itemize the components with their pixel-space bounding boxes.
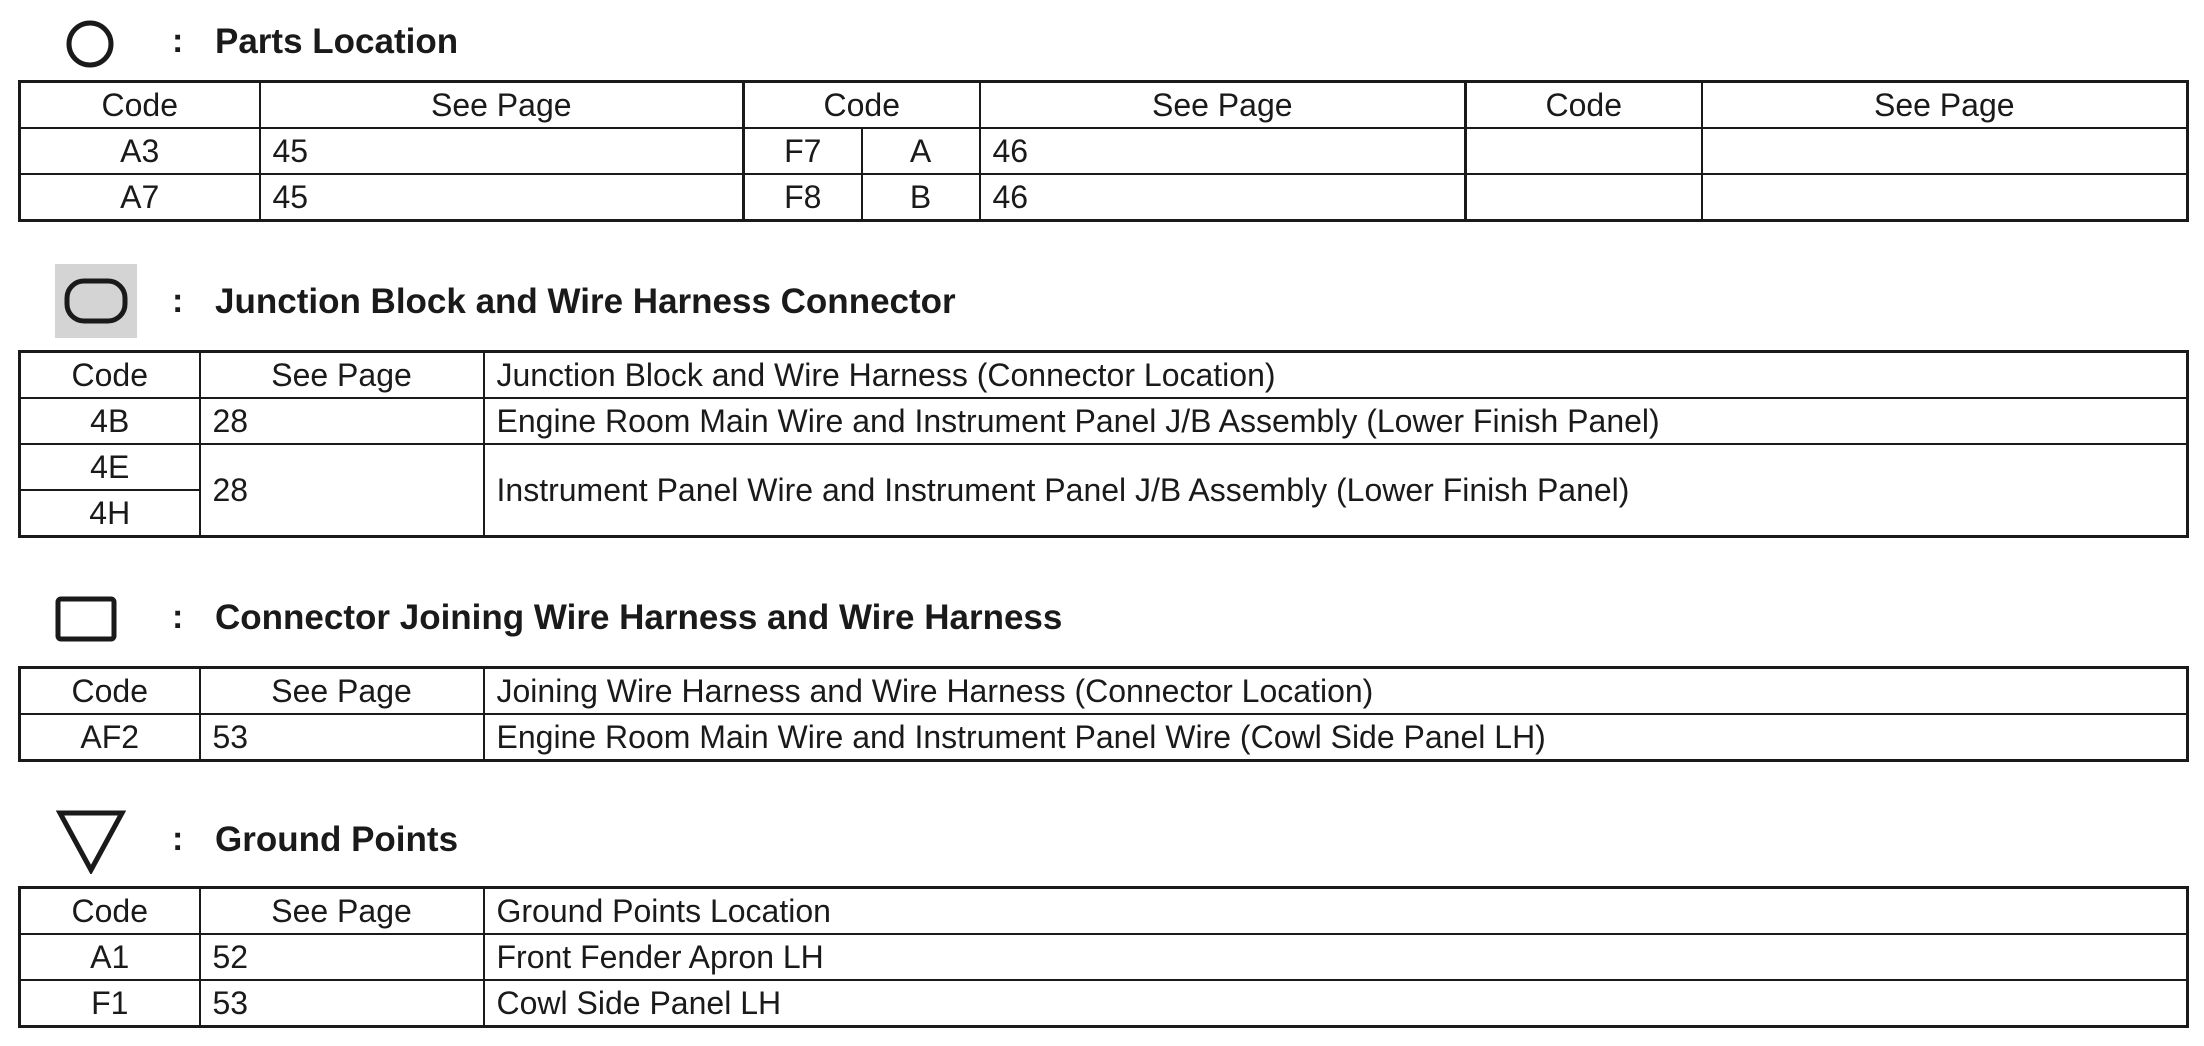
section-title: Junction Block and Wire Harness Connector — [215, 282, 956, 321]
sub-code-cell: A — [862, 128, 980, 174]
code-cell: A3 — [20, 128, 260, 174]
table-row — [20, 398, 2188, 444]
table-header-row — [20, 888, 2188, 935]
code-cell: 4H — [20, 490, 200, 537]
code-cell: AF2 — [20, 714, 200, 761]
header-location: Joining Wire Harness and Wire Harness (Connector Location) — [484, 668, 2188, 715]
heading-colon: : — [172, 598, 184, 636]
parts-location-table — [18, 80, 2189, 222]
code-cell: A1 — [20, 934, 200, 980]
section-title: Connector Joining Wire Harness and Wire Harness — [215, 598, 1063, 637]
header-see-page: See Page — [200, 888, 484, 935]
code-cell: F1 — [20, 980, 200, 1027]
code-cell: A7 — [20, 174, 260, 221]
location-cell: Instrument Panel Wire and Instrument Panel J/B Assembly (Lower Finish Panel) — [484, 444, 2188, 537]
parts-location-heading — [0, 14, 1400, 74]
table-row — [20, 444, 2188, 490]
location-cell: Front Fender Apron LH — [484, 934, 2188, 980]
header-code: Code — [744, 82, 980, 129]
page-cell: 28 — [200, 444, 484, 537]
page-cell: 45 — [260, 174, 744, 221]
page-cell: 46 — [980, 174, 1466, 221]
page-cell: 52 — [200, 934, 484, 980]
junction-block-table — [18, 350, 2189, 538]
triangle-down-icon — [55, 808, 127, 874]
header-code: Code — [20, 82, 260, 129]
table-row — [20, 714, 2188, 761]
table-row — [20, 128, 2188, 174]
table-header-row — [20, 352, 2188, 399]
code-cell: F7 — [744, 128, 862, 174]
header-see-page: See Page — [260, 82, 744, 129]
code-cell — [1466, 174, 1702, 221]
location-cell: Cowl Side Panel LH — [484, 980, 2188, 1027]
code-cell — [1466, 128, 1702, 174]
header-see-page: See Page — [200, 352, 484, 399]
header-see-page: See Page — [980, 82, 1466, 129]
header-code: Code — [20, 888, 200, 935]
table-header-row — [20, 82, 2188, 129]
header-location: Ground Points Location — [484, 888, 2188, 935]
page-cell: 45 — [260, 128, 744, 174]
circle-icon — [64, 18, 116, 70]
page-cell — [1702, 128, 2188, 174]
header-code: Code — [1466, 82, 1702, 129]
sub-code-cell: B — [862, 174, 980, 221]
junction-block-heading — [0, 264, 1400, 324]
connector-joining-table — [18, 666, 2189, 762]
section-title: Ground Points — [215, 820, 459, 859]
page-cell — [1702, 174, 2188, 221]
rectangle-icon — [55, 596, 117, 642]
heading-colon: : — [172, 282, 184, 320]
page-cell: 46 — [980, 128, 1466, 174]
header-see-page: See Page — [200, 668, 484, 715]
rounded-rectangle-icon — [55, 264, 137, 338]
header-code: Code — [20, 668, 200, 715]
table-row — [20, 980, 2188, 1027]
table-row — [20, 174, 2188, 221]
page-cell: 53 — [200, 980, 484, 1027]
code-cell: F8 — [744, 174, 862, 221]
location-cell: Engine Room Main Wire and Instrument Panel J/B Assembly (Lower Finish Panel) — [484, 398, 2188, 444]
ground-points-table — [18, 886, 2189, 1028]
header-code: Code — [20, 352, 200, 399]
page-cell: 28 — [200, 398, 484, 444]
heading-colon: : — [172, 22, 184, 60]
code-cell: 4E — [20, 444, 200, 490]
page-cell: 53 — [200, 714, 484, 761]
heading-colon: : — [172, 820, 184, 858]
location-cell: Engine Room Main Wire and Instrument Panel Wire (Cowl Side Panel LH) — [484, 714, 2188, 761]
connector-joining-heading — [0, 590, 1400, 650]
header-see-page: See Page — [1702, 82, 2188, 129]
code-cell: 4B — [20, 398, 200, 444]
ground-points-heading — [0, 808, 1400, 868]
header-location: Junction Block and Wire Harness (Connector Location) — [484, 352, 2188, 399]
table-header-row — [20, 668, 2188, 715]
table-row — [20, 934, 2188, 980]
section-title: Parts Location — [215, 22, 459, 61]
